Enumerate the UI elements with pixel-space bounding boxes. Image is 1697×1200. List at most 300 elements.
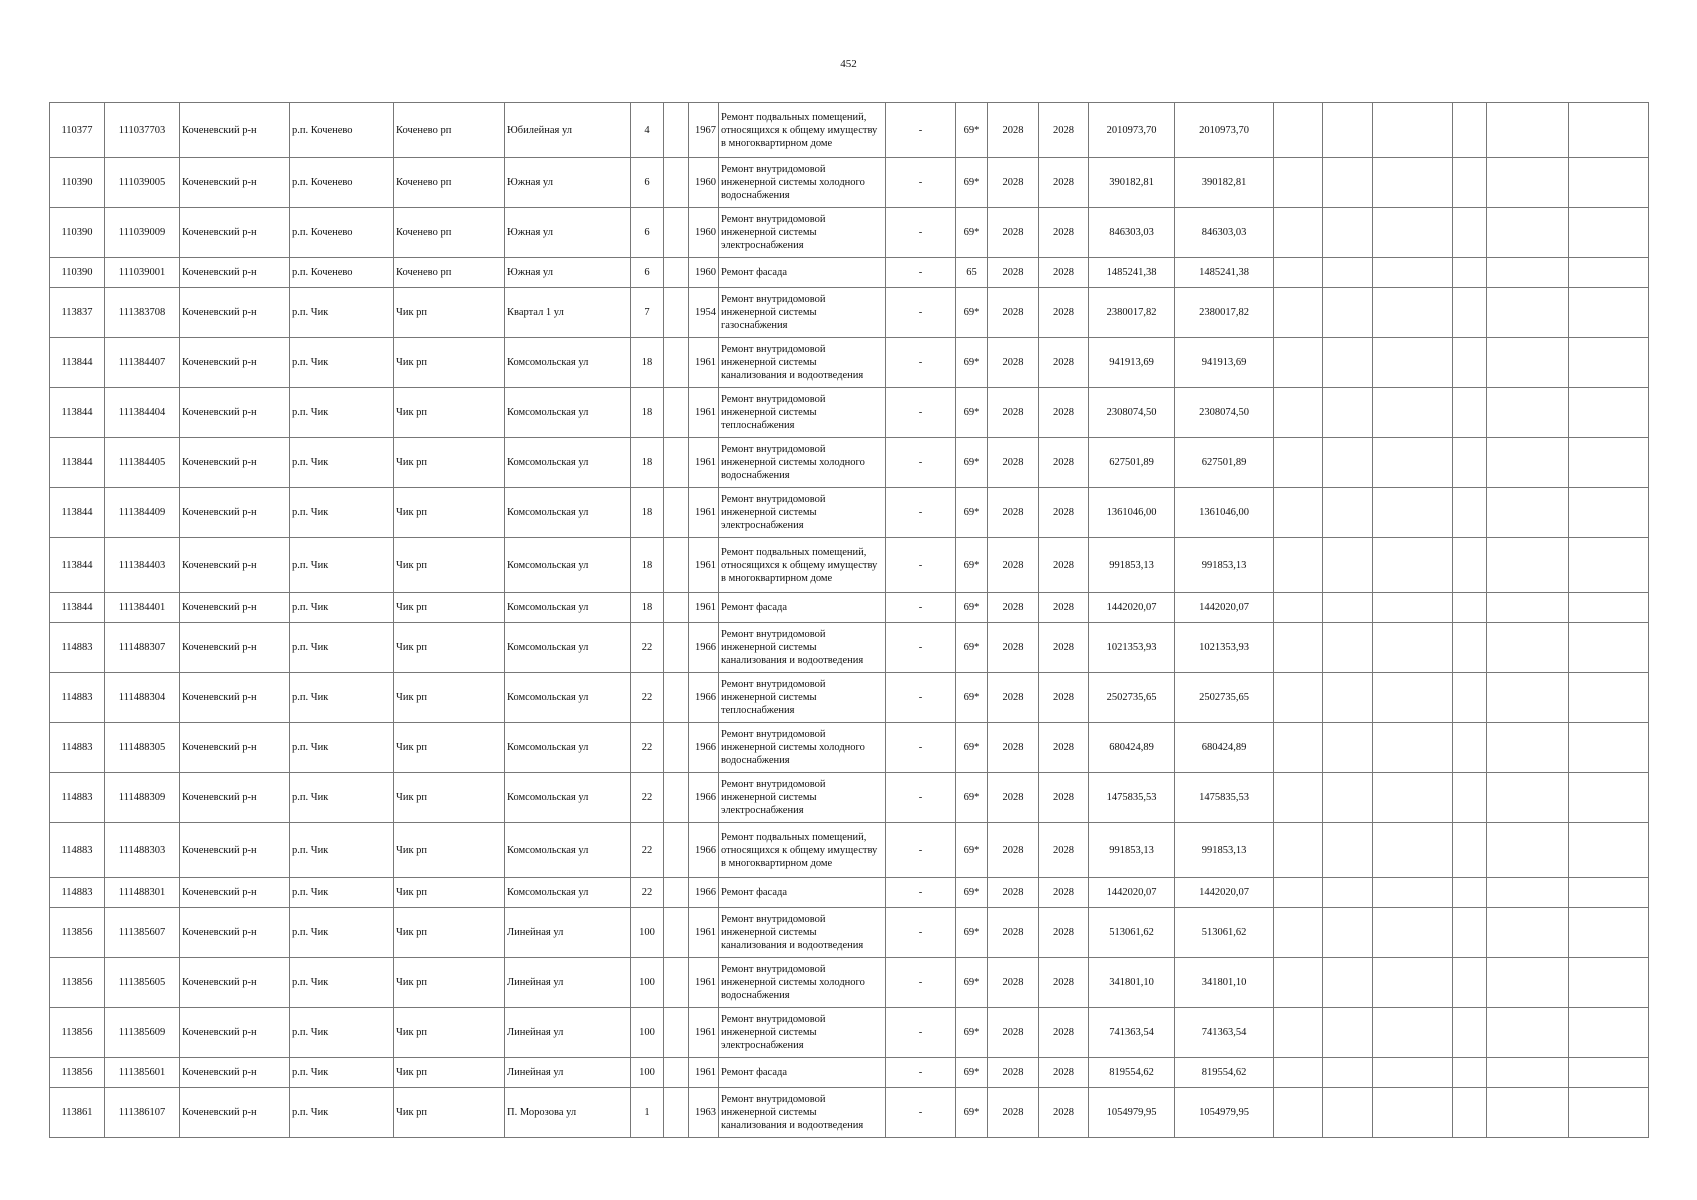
norm-cell: 65 — [956, 258, 988, 288]
empty-cell — [664, 593, 689, 623]
year-start-cell: 2028 — [988, 958, 1039, 1008]
empty-cell — [1453, 158, 1487, 208]
norm-cell: 69* — [956, 723, 988, 773]
build-year-cell: 1966 — [689, 623, 719, 673]
year-end-cell: 2028 — [1039, 288, 1089, 338]
norm-cell: 69* — [956, 538, 988, 593]
empty-cell — [1323, 103, 1373, 158]
empty-cell — [1453, 908, 1487, 958]
work-code-cell: 111384403 — [105, 538, 180, 593]
house-number-cell: 1 — [631, 1088, 664, 1138]
year-start-cell: 2028 — [988, 593, 1039, 623]
empty-cell — [1569, 338, 1649, 388]
settlement-cell: р.п. Чик — [290, 1008, 394, 1058]
object-id-cell: 114883 — [50, 723, 105, 773]
build-year-cell: 1966 — [689, 878, 719, 908]
district-cell: Коченевский р-н — [180, 388, 290, 438]
empty-cell — [1569, 723, 1649, 773]
norm-cell: 69* — [956, 823, 988, 878]
empty-cell — [1487, 673, 1569, 723]
empty-cell — [1323, 878, 1373, 908]
street-cell: Южная ул — [505, 258, 631, 288]
house-number-cell: 22 — [631, 723, 664, 773]
house-number-cell: 22 — [631, 878, 664, 908]
empty-cell — [664, 623, 689, 673]
empty-cell — [1487, 723, 1569, 773]
district-cell: Коченевский р-н — [180, 958, 290, 1008]
district-cell: Коченевский р-н — [180, 623, 290, 673]
year-start-cell: 2028 — [988, 908, 1039, 958]
empty-cell — [1569, 388, 1649, 438]
build-year-cell: 1966 — [689, 823, 719, 878]
year-start-cell: 2028 — [988, 438, 1039, 488]
empty-cell — [1323, 538, 1373, 593]
year-end-cell: 2028 — [1039, 208, 1089, 258]
norm-cell: 69* — [956, 623, 988, 673]
empty-cell — [1453, 823, 1487, 878]
empty-cell — [1323, 208, 1373, 258]
work-type-cell: Ремонт подвальных помещений, относящихся к общему имуществу в многоквартирном доме — [719, 103, 886, 158]
year-end-cell: 2028 — [1039, 103, 1089, 158]
empty-cell — [664, 823, 689, 878]
cost-total-cell: 846303,03 — [1089, 208, 1175, 258]
dash-cell: - — [886, 1088, 956, 1138]
table-row — [50, 723, 1649, 773]
work-type-cell: Ремонт внутридомовой инженерной системы холодного водоснабжения — [719, 438, 886, 488]
empty-cell — [1569, 593, 1649, 623]
empty-cell — [664, 908, 689, 958]
dash-cell: - — [886, 388, 956, 438]
empty-cell — [1487, 958, 1569, 1008]
empty-cell — [1453, 958, 1487, 1008]
cost-fund-cell: 991853,13 — [1175, 538, 1274, 593]
year-start-cell: 2028 — [988, 208, 1039, 258]
dash-cell: - — [886, 773, 956, 823]
cost-fund-cell: 1485241,38 — [1175, 258, 1274, 288]
district-cell: Коченевский р-н — [180, 288, 290, 338]
cost-fund-cell: 390182,81 — [1175, 158, 1274, 208]
cost-total-cell: 819554,62 — [1089, 1058, 1175, 1088]
cost-total-cell: 991853,13 — [1089, 538, 1175, 593]
settlement-cell: р.п. Чик — [290, 438, 394, 488]
year-start-cell: 2028 — [988, 258, 1039, 288]
cost-fund-cell: 2380017,82 — [1175, 288, 1274, 338]
cost-total-cell: 991853,13 — [1089, 823, 1175, 878]
build-year-cell: 1966 — [689, 673, 719, 723]
settlement-cell: р.п. Чик — [290, 338, 394, 388]
cost-total-cell: 1475835,53 — [1089, 773, 1175, 823]
table-row — [50, 1008, 1649, 1058]
table-row — [50, 103, 1649, 158]
settlement-cell: р.п. Чик — [290, 488, 394, 538]
empty-cell — [1274, 103, 1323, 158]
empty-cell — [1453, 258, 1487, 288]
work-code-cell: 111385609 — [105, 1008, 180, 1058]
empty-cell — [1373, 338, 1453, 388]
street-cell: Линейная ул — [505, 1058, 631, 1088]
empty-cell — [1274, 438, 1323, 488]
empty-cell — [1569, 488, 1649, 538]
dash-cell: - — [886, 158, 956, 208]
cost-fund-cell: 991853,13 — [1175, 823, 1274, 878]
empty-cell — [1569, 1088, 1649, 1138]
build-year-cell: 1954 — [689, 288, 719, 338]
street-cell: Комсомольская ул — [505, 878, 631, 908]
norm-cell: 69* — [956, 1088, 988, 1138]
cost-fund-cell: 627501,89 — [1175, 438, 1274, 488]
object-id-cell: 113837 — [50, 288, 105, 338]
norm-cell: 69* — [956, 593, 988, 623]
street-cell: Комсомольская ул — [505, 673, 631, 723]
empty-cell — [664, 338, 689, 388]
empty-cell — [1487, 823, 1569, 878]
build-year-cell: 1961 — [689, 538, 719, 593]
norm-cell: 69* — [956, 103, 988, 158]
work-type-cell: Ремонт подвальных помещений, относящихся к общему имуществу в многоквартирном доме — [719, 823, 886, 878]
house-number-cell: 18 — [631, 438, 664, 488]
cost-total-cell: 680424,89 — [1089, 723, 1175, 773]
empty-cell — [1487, 438, 1569, 488]
street-cell: Комсомольская ул — [505, 438, 631, 488]
table-row — [50, 908, 1649, 958]
table-row — [50, 1088, 1649, 1138]
year-end-cell: 2028 — [1039, 773, 1089, 823]
empty-cell — [1453, 673, 1487, 723]
district-cell: Коченевский р-н — [180, 103, 290, 158]
year-end-cell: 2028 — [1039, 673, 1089, 723]
empty-cell — [1323, 623, 1373, 673]
work-type-cell: Ремонт внутридомовой инженерной системы канализования и водоотведения — [719, 908, 886, 958]
empty-cell — [1569, 673, 1649, 723]
object-id-cell: 110377 — [50, 103, 105, 158]
work-code-cell: 111488304 — [105, 673, 180, 723]
capital-repair-table — [49, 102, 1649, 1138]
object-id-cell: 113844 — [50, 388, 105, 438]
year-start-cell: 2028 — [988, 773, 1039, 823]
table-row — [50, 338, 1649, 388]
dash-cell: - — [886, 288, 956, 338]
street-cell: Комсомольская ул — [505, 388, 631, 438]
dash-cell: - — [886, 823, 956, 878]
empty-cell — [1323, 673, 1373, 723]
norm-cell: 69* — [956, 208, 988, 258]
empty-cell — [1274, 388, 1323, 438]
settlement-cell: р.п. Чик — [290, 388, 394, 438]
settlement-cell: р.п. Чик — [290, 878, 394, 908]
empty-cell — [664, 388, 689, 438]
empty-cell — [1453, 438, 1487, 488]
house-number-cell: 4 — [631, 103, 664, 158]
object-id-cell: 114883 — [50, 673, 105, 723]
object-id-cell: 114883 — [50, 623, 105, 673]
empty-cell — [1373, 723, 1453, 773]
empty-cell — [664, 723, 689, 773]
empty-cell — [1487, 158, 1569, 208]
empty-cell — [1453, 723, 1487, 773]
build-year-cell: 1960 — [689, 208, 719, 258]
empty-cell — [1453, 288, 1487, 338]
table-row — [50, 258, 1649, 288]
work-type-cell: Ремонт фасада — [719, 593, 886, 623]
build-year-cell: 1961 — [689, 388, 719, 438]
district-cell: Коченевский р-н — [180, 723, 290, 773]
empty-cell — [1323, 1008, 1373, 1058]
empty-cell — [1487, 593, 1569, 623]
district-cell: Коченевский р-н — [180, 538, 290, 593]
cost-fund-cell: 1054979,95 — [1175, 1088, 1274, 1138]
cost-fund-cell: 846303,03 — [1175, 208, 1274, 258]
empty-cell — [664, 208, 689, 258]
empty-cell — [1274, 958, 1323, 1008]
norm-cell: 69* — [956, 908, 988, 958]
year-end-cell: 2028 — [1039, 958, 1089, 1008]
empty-cell — [1373, 1058, 1453, 1088]
settlement-cell: р.п. Чик — [290, 593, 394, 623]
empty-cell — [1373, 538, 1453, 593]
empty-cell — [1569, 823, 1649, 878]
table-row — [50, 158, 1649, 208]
settlement-cell: р.п. Коченево — [290, 208, 394, 258]
year-end-cell: 2028 — [1039, 878, 1089, 908]
locality-cell: Коченево рп — [394, 258, 505, 288]
year-end-cell: 2028 — [1039, 388, 1089, 438]
year-end-cell: 2028 — [1039, 338, 1089, 388]
district-cell: Коченевский р-н — [180, 488, 290, 538]
work-type-cell: Ремонт внутридомовой инженерной системы канализования и водоотведения — [719, 623, 886, 673]
year-end-cell: 2028 — [1039, 1008, 1089, 1058]
empty-cell — [1373, 623, 1453, 673]
empty-cell — [1487, 623, 1569, 673]
object-id-cell: 113856 — [50, 958, 105, 1008]
build-year-cell: 1960 — [689, 258, 719, 288]
settlement-cell: р.п. Чик — [290, 288, 394, 338]
empty-cell — [1569, 878, 1649, 908]
empty-cell — [1323, 958, 1373, 1008]
table-row — [50, 1058, 1649, 1088]
year-end-cell: 2028 — [1039, 593, 1089, 623]
empty-cell — [1274, 773, 1323, 823]
empty-cell — [1274, 338, 1323, 388]
work-type-cell: Ремонт внутридомовой инженерной системы электроснабжения — [719, 488, 886, 538]
year-start-cell: 2028 — [988, 388, 1039, 438]
empty-cell — [664, 1088, 689, 1138]
locality-cell: Чик рп — [394, 773, 505, 823]
house-number-cell: 18 — [631, 593, 664, 623]
object-id-cell: 114883 — [50, 823, 105, 878]
work-type-cell: Ремонт внутридомовой инженерной системы холодного водоснабжения — [719, 958, 886, 1008]
build-year-cell: 1966 — [689, 773, 719, 823]
empty-cell — [1323, 773, 1373, 823]
cost-total-cell: 2308074,50 — [1089, 388, 1175, 438]
cost-total-cell: 390182,81 — [1089, 158, 1175, 208]
house-number-cell: 100 — [631, 908, 664, 958]
district-cell: Коченевский р-н — [180, 593, 290, 623]
empty-cell — [1274, 538, 1323, 593]
empty-cell — [1453, 1088, 1487, 1138]
object-id-cell: 113844 — [50, 538, 105, 593]
house-number-cell: 18 — [631, 538, 664, 593]
work-code-cell: 111488305 — [105, 723, 180, 773]
settlement-cell: р.п. Чик — [290, 673, 394, 723]
locality-cell: Чик рп — [394, 388, 505, 438]
empty-cell — [1373, 1008, 1453, 1058]
settlement-cell: р.п. Коченево — [290, 158, 394, 208]
object-id-cell: 113861 — [50, 1088, 105, 1138]
work-code-cell: 111384404 — [105, 388, 180, 438]
empty-cell — [664, 878, 689, 908]
empty-cell — [1373, 908, 1453, 958]
work-type-cell: Ремонт внутридомовой инженерной системы газоснабжения — [719, 288, 886, 338]
district-cell: Коченевский р-н — [180, 1008, 290, 1058]
year-end-cell: 2028 — [1039, 823, 1089, 878]
work-type-cell: Ремонт внутридомовой инженерной системы холодного водоснабжения — [719, 158, 886, 208]
cost-total-cell: 1442020,07 — [1089, 878, 1175, 908]
house-number-cell: 18 — [631, 388, 664, 438]
empty-cell — [664, 673, 689, 723]
empty-cell — [1323, 723, 1373, 773]
year-end-cell: 2028 — [1039, 158, 1089, 208]
year-start-cell: 2028 — [988, 288, 1039, 338]
district-cell: Коченевский р-н — [180, 673, 290, 723]
district-cell: Коченевский р-н — [180, 208, 290, 258]
street-cell: Комсомольская ул — [505, 823, 631, 878]
cost-total-cell: 513061,62 — [1089, 908, 1175, 958]
locality-cell: Чик рп — [394, 1008, 505, 1058]
empty-cell — [1569, 258, 1649, 288]
empty-cell — [1569, 103, 1649, 158]
empty-cell — [1453, 103, 1487, 158]
dash-cell: - — [886, 1058, 956, 1088]
empty-cell — [1453, 1058, 1487, 1088]
norm-cell: 69* — [956, 158, 988, 208]
empty-cell — [664, 773, 689, 823]
object-id-cell: 110390 — [50, 258, 105, 288]
table-row — [50, 538, 1649, 593]
dash-cell: - — [886, 878, 956, 908]
table-row — [50, 438, 1649, 488]
cost-fund-cell: 513061,62 — [1175, 908, 1274, 958]
object-id-cell: 114883 — [50, 878, 105, 908]
year-end-cell: 2028 — [1039, 438, 1089, 488]
empty-cell — [1274, 1008, 1323, 1058]
cost-fund-cell: 680424,89 — [1175, 723, 1274, 773]
build-year-cell: 1960 — [689, 158, 719, 208]
empty-cell — [1274, 908, 1323, 958]
year-end-cell: 2028 — [1039, 538, 1089, 593]
empty-cell — [1323, 158, 1373, 208]
work-code-cell: 111384409 — [105, 488, 180, 538]
work-code-cell: 111488303 — [105, 823, 180, 878]
cost-fund-cell: 2010973,70 — [1175, 103, 1274, 158]
cost-fund-cell: 741363,54 — [1175, 1008, 1274, 1058]
work-type-cell: Ремонт внутридомовой инженерной системы канализования и водоотведения — [719, 1088, 886, 1138]
work-type-cell: Ремонт подвальных помещений, относящихся к общему имуществу в многоквартирном доме — [719, 538, 886, 593]
locality-cell: Чик рп — [394, 538, 505, 593]
locality-cell: Коченево рп — [394, 208, 505, 258]
work-code-cell: 111488301 — [105, 878, 180, 908]
district-cell: Коченевский р-н — [180, 1058, 290, 1088]
object-id-cell: 113844 — [50, 488, 105, 538]
house-number-cell: 6 — [631, 158, 664, 208]
empty-cell — [1274, 158, 1323, 208]
cost-total-cell: 2010973,70 — [1089, 103, 1175, 158]
house-number-cell: 18 — [631, 488, 664, 538]
empty-cell — [1274, 673, 1323, 723]
empty-cell — [1453, 338, 1487, 388]
work-type-cell: Ремонт фасада — [719, 258, 886, 288]
work-code-cell: 111488307 — [105, 623, 180, 673]
norm-cell: 69* — [956, 438, 988, 488]
table-body — [50, 103, 1649, 1138]
settlement-cell: р.п. Чик — [290, 723, 394, 773]
year-end-cell: 2028 — [1039, 258, 1089, 288]
street-cell: П. Морозова ул — [505, 1088, 631, 1138]
empty-cell — [1323, 258, 1373, 288]
locality-cell: Чик рп — [394, 623, 505, 673]
work-code-cell: 111384407 — [105, 338, 180, 388]
empty-cell — [1487, 878, 1569, 908]
build-year-cell: 1961 — [689, 438, 719, 488]
cost-fund-cell: 1361046,00 — [1175, 488, 1274, 538]
table-row — [50, 623, 1649, 673]
year-end-cell: 2028 — [1039, 723, 1089, 773]
cost-fund-cell: 941913,69 — [1175, 338, 1274, 388]
district-cell: Коченевский р-н — [180, 908, 290, 958]
empty-cell — [664, 103, 689, 158]
empty-cell — [1323, 823, 1373, 878]
year-start-cell: 2028 — [988, 103, 1039, 158]
empty-cell — [1453, 488, 1487, 538]
house-number-cell: 100 — [631, 1008, 664, 1058]
settlement-cell: р.п. Чик — [290, 538, 394, 593]
empty-cell — [1274, 593, 1323, 623]
street-cell: Юбилейная ул — [505, 103, 631, 158]
street-cell: Комсомольская ул — [505, 338, 631, 388]
table-row — [50, 593, 1649, 623]
norm-cell: 69* — [956, 338, 988, 388]
empty-cell — [1569, 1008, 1649, 1058]
dash-cell: - — [886, 1008, 956, 1058]
dash-cell: - — [886, 673, 956, 723]
norm-cell: 69* — [956, 958, 988, 1008]
empty-cell — [1373, 388, 1453, 438]
year-start-cell: 2028 — [988, 623, 1039, 673]
year-start-cell: 2028 — [988, 1088, 1039, 1138]
settlement-cell: р.п. Чик — [290, 623, 394, 673]
build-year-cell: 1961 — [689, 488, 719, 538]
empty-cell — [1487, 1008, 1569, 1058]
empty-cell — [1323, 908, 1373, 958]
cost-total-cell: 1361046,00 — [1089, 488, 1175, 538]
empty-cell — [1323, 388, 1373, 438]
work-type-cell: Ремонт внутридомовой инженерной системы электроснабжения — [719, 1008, 886, 1058]
year-start-cell: 2028 — [988, 673, 1039, 723]
street-cell: Комсомольская ул — [505, 488, 631, 538]
build-year-cell: 1961 — [689, 958, 719, 1008]
empty-cell — [1569, 958, 1649, 1008]
object-id-cell: 110390 — [50, 158, 105, 208]
cost-total-cell: 341801,10 — [1089, 958, 1175, 1008]
cost-fund-cell: 819554,62 — [1175, 1058, 1274, 1088]
empty-cell — [1274, 823, 1323, 878]
dash-cell: - — [886, 538, 956, 593]
dash-cell: - — [886, 958, 956, 1008]
locality-cell: Чик рп — [394, 1058, 505, 1088]
cost-fund-cell: 2308074,50 — [1175, 388, 1274, 438]
work-type-cell: Ремонт внутридомовой инженерной системы теплоснабжения — [719, 388, 886, 438]
work-code-cell: 111385605 — [105, 958, 180, 1008]
empty-cell — [1373, 438, 1453, 488]
